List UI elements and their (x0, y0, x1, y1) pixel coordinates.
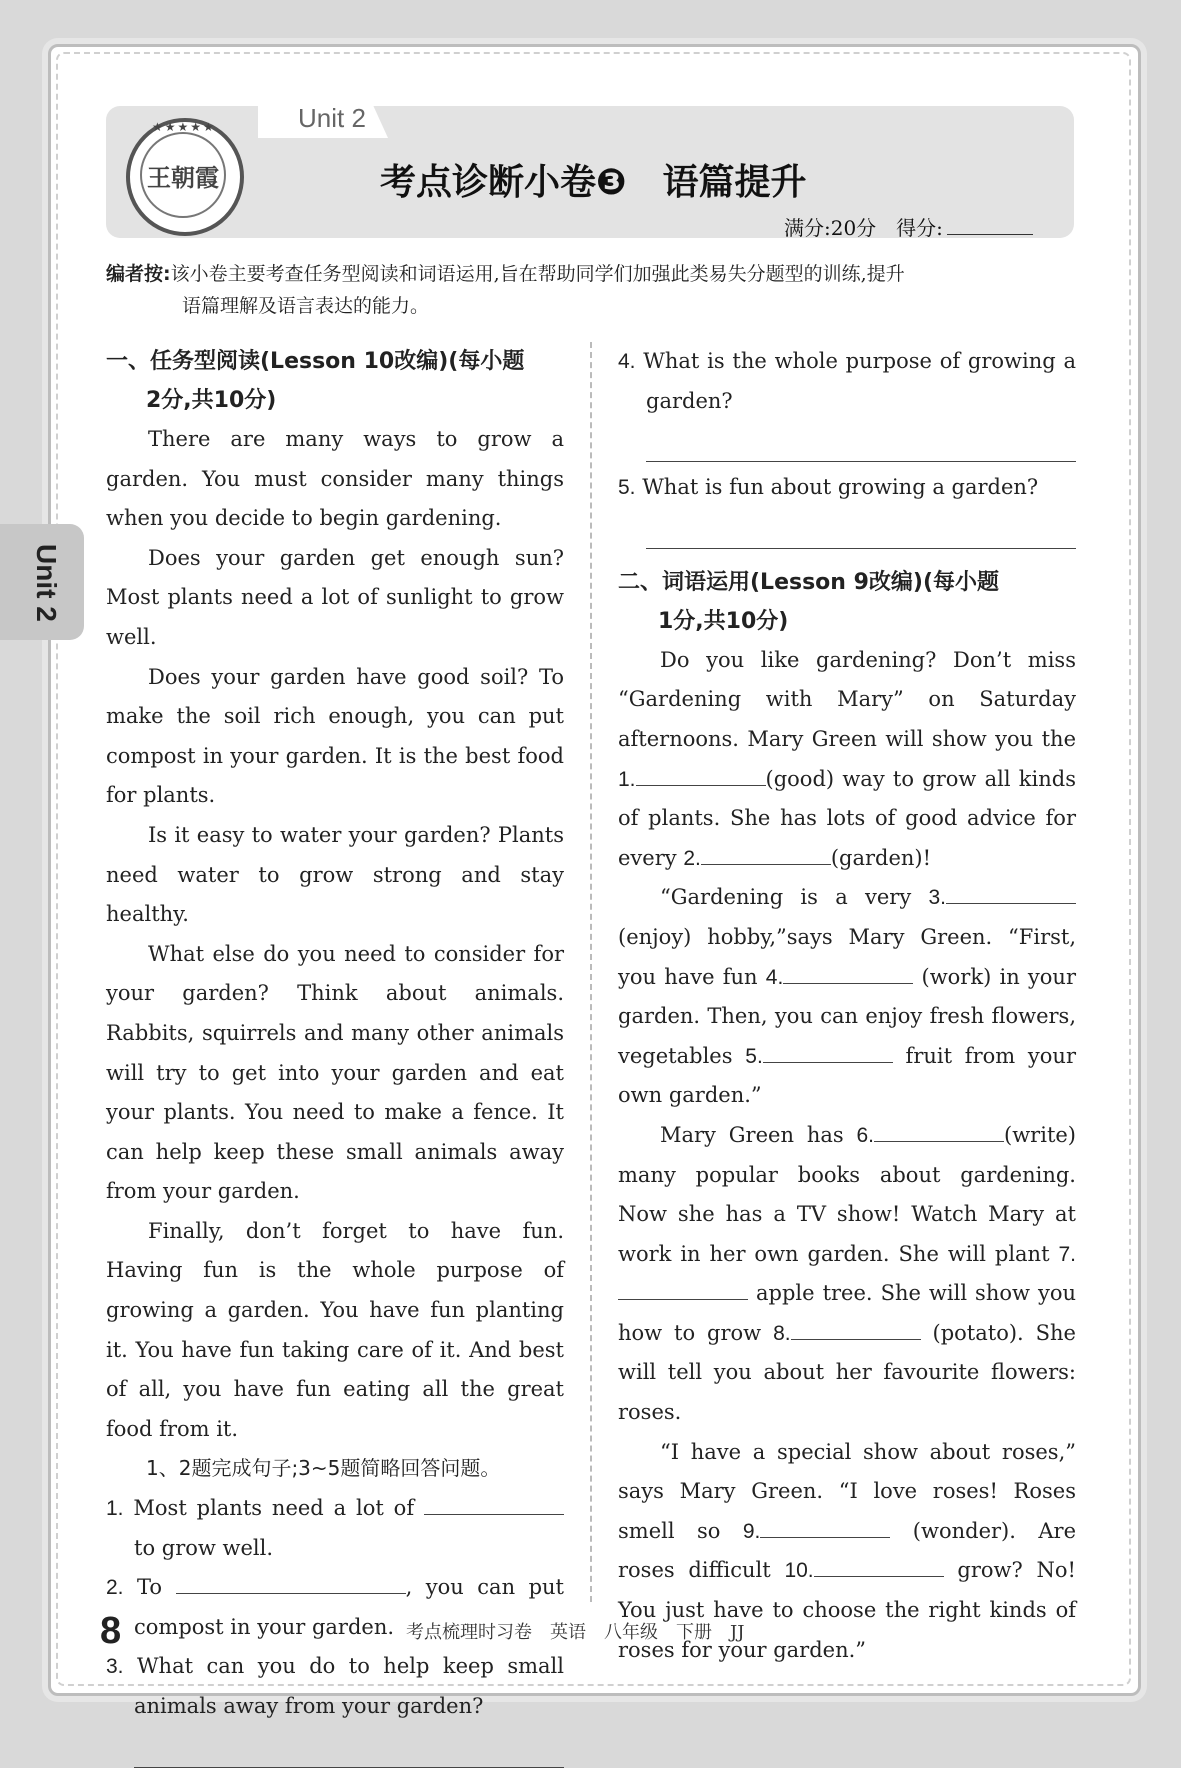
score-label: 满分:20分 得分: (784, 216, 943, 240)
blank-9-number: 9. (742, 1519, 761, 1543)
footer-text: 考点梳理时习卷 英语 八年级 下册 JJ (406, 1622, 745, 1643)
blank-7-number: 7. (1058, 1242, 1076, 1266)
publisher-logo (126, 118, 244, 236)
cloze-blank-2[interactable] (701, 842, 831, 865)
editor-note-text-2: 语篇理解及语言表达的能力。 (182, 295, 430, 317)
cloze-text-3a: Mary Green has (660, 1122, 844, 1147)
score-line (784, 212, 1033, 241)
cloze-blank-5[interactable] (763, 1040, 893, 1063)
question-3-text: What can you do to help keep small animals away from your garden? (134, 1654, 564, 1718)
task-instruction: 1、2题完成句子;3~5题简略回答问题。 (146, 1456, 501, 1481)
blank-10-number: 10. (784, 1559, 814, 1583)
question-5 (618, 468, 1076, 508)
cloze-blank-6[interactable] (874, 1119, 1004, 1142)
question-1-text: Most plants need a lot of (133, 1496, 415, 1521)
blank-3-number: 3. (928, 886, 946, 910)
cloze-paragraph-1 (618, 641, 1076, 879)
cloze-blank-1[interactable] (636, 763, 766, 786)
cloze-text-4c: grow? No! You just have to choose the right kinds of roses for your garden.” (618, 1558, 1076, 1662)
cloze-text-2c: in your garden. Then, you can enjoy fresh flowers, vegetables (618, 964, 1076, 1068)
cloze-blank-9[interactable] (760, 1515, 890, 1538)
blank-2-hint: (garden)! (830, 845, 932, 870)
reading-paragraph-4: Is it easy to water your garden? Plants need water to grow strong and stay healthy. (106, 822, 564, 927)
cloze-text-4a: “I have a special show about roses,” says Mary Green. “I love roses! Roses smell so (618, 1439, 1076, 1543)
answer-line-3[interactable] (134, 1727, 564, 1768)
reading-paragraph-5: What else do you need to consider for your garden? Think about animals. Rabbits, squirrels and many other animals will try to get into your garden and eat your plants. You need to make a fence. It can help keep these small animals away from your garden. (106, 941, 564, 1204)
blank-6-number: 6. (856, 1123, 875, 1147)
blank-9-hint: (wonder). (912, 1518, 1016, 1543)
answer-blank-2[interactable] (176, 1571, 406, 1594)
blank-8-hint: (potato). (932, 1320, 1024, 1345)
cloze-text-3c: apple tree. She will show you how to grow (618, 1281, 1076, 1345)
question-2-text-end: compost in your garden. (134, 1614, 395, 1639)
section1-heading-line2: 2分,共10分) (146, 388, 277, 413)
score-blank[interactable] (947, 218, 1033, 235)
cloze-text-3d: She will tell you about her favourite flowers: roses. (618, 1320, 1076, 1425)
question-1 (106, 1489, 564, 1568)
blank-3-hint: (enjoy) (618, 924, 692, 949)
question-4-text: What is the whole purpose of growing a garden? (643, 349, 1076, 413)
blank-4-hint: (work) (921, 964, 992, 989)
question-2-text: To (137, 1575, 163, 1600)
column-divider (590, 342, 592, 1602)
section2-heading (618, 563, 1076, 641)
question-4 (618, 342, 1076, 421)
cloze-text-4b: Are roses difficult (618, 1518, 1076, 1583)
reading-paragraph-3: Does your garden have good soil? To make the soil rich enough, you can put compost in your garden. It is the best food for plants. (106, 664, 564, 808)
left-column (106, 342, 564, 1768)
cloze-paragraph-2 (618, 878, 1076, 1116)
cloze-text-2b: hobby,”says Mary Green. “First, you have fun (618, 924, 1076, 989)
section1-heading-line1: 一、任务型阅读(Lesson 10改编)(每小题 (106, 349, 525, 374)
question-3 (106, 1647, 564, 1726)
cloze-text-3b: many popular books about gardening. Now she has a TV show! Watch Mary at work in her own garden. She will plant (618, 1162, 1076, 1266)
question-5-text: What is fun about growing a garden? (642, 475, 1039, 500)
unit-label: Unit 2 (298, 103, 366, 133)
cloze-blank-10[interactable] (814, 1554, 944, 1577)
question-1-number: 1. (106, 1497, 124, 1521)
logo-text: 王朝霞 (140, 132, 226, 218)
answer-line-4[interactable] (646, 421, 1076, 462)
cloze-blank-3[interactable] (946, 881, 1076, 904)
question-2-number: 2. (106, 1576, 124, 1600)
section2-heading-line2: 1分,共10分) (658, 608, 789, 634)
cloze-text-2a: “Gardening is a very (660, 885, 912, 910)
reading-paragraph-1: There are many ways to grow a garden. You must consider many things when you decide to begin gardening. (106, 427, 564, 531)
blank-1-number: 1. (618, 767, 636, 791)
section1-heading (106, 342, 564, 420)
logo-stars-icon: ★★★★★ (152, 120, 216, 134)
blank-6-hint: (write) (1004, 1122, 1076, 1147)
cloze-blank-4[interactable] (783, 961, 913, 984)
cloze-blank-8[interactable] (791, 1317, 921, 1340)
cloze-text-1b: way to grow all kinds of plants. She has lots of good advice for every (618, 766, 1076, 870)
editor-note (106, 258, 1074, 322)
question-1-text-end: to grow well. (134, 1535, 274, 1560)
blank-8-number: 8. (773, 1321, 791, 1345)
cloze-text-2d: fruit from your own garden.” (618, 1043, 1076, 1108)
reading-paragraph-2: Does your garden get enough sun? Most plants need a lot of sunlight to grow well. (106, 545, 564, 649)
right-column (618, 342, 1076, 1670)
cloze-paragraph-3 (618, 1116, 1076, 1433)
page-number: 8 (100, 1610, 122, 1652)
blank-1-hint: (good) (765, 766, 835, 791)
editor-note-text: 该小卷主要考查任务型阅读和词语运用,旨在帮助同学们加强此类易失分题型的训练,提升 (170, 263, 905, 285)
blank-4-number: 4. (765, 965, 784, 989)
question-5-number: 5. (618, 476, 636, 500)
question-4-number: 4. (618, 350, 636, 373)
question-2-text-mid: , you can put (405, 1575, 564, 1600)
editor-note-label: 编者按: (106, 263, 171, 285)
blank-5-number: 5. (745, 1044, 763, 1068)
answer-line-5[interactable] (646, 508, 1076, 549)
reading-paragraph-6: Finally, don’t forget to have fun. Having fun is the whole purpose of growing a garden. You have fun planting it. You have fun taking care of it. And best of all, you have fun eating all the great food from it. (106, 1218, 564, 1441)
page-title: 考点诊断小卷❸ 语篇提升 (380, 162, 807, 203)
side-unit-label: Unit 2 (31, 544, 62, 622)
section2-heading-line1: 二、词语运用(Lesson 9改编)(每小题 (618, 569, 1000, 595)
cloze-blank-7[interactable] (618, 1277, 748, 1300)
cloze-text-1a: Do you like gardening? Don’t miss “Gardening with Mary” on Saturday afternoons. Mary Green will show you the (618, 647, 1076, 751)
answer-blank-1[interactable] (424, 1492, 564, 1515)
question-3-number: 3. (106, 1655, 124, 1679)
blank-2-number: 2. (683, 846, 701, 870)
